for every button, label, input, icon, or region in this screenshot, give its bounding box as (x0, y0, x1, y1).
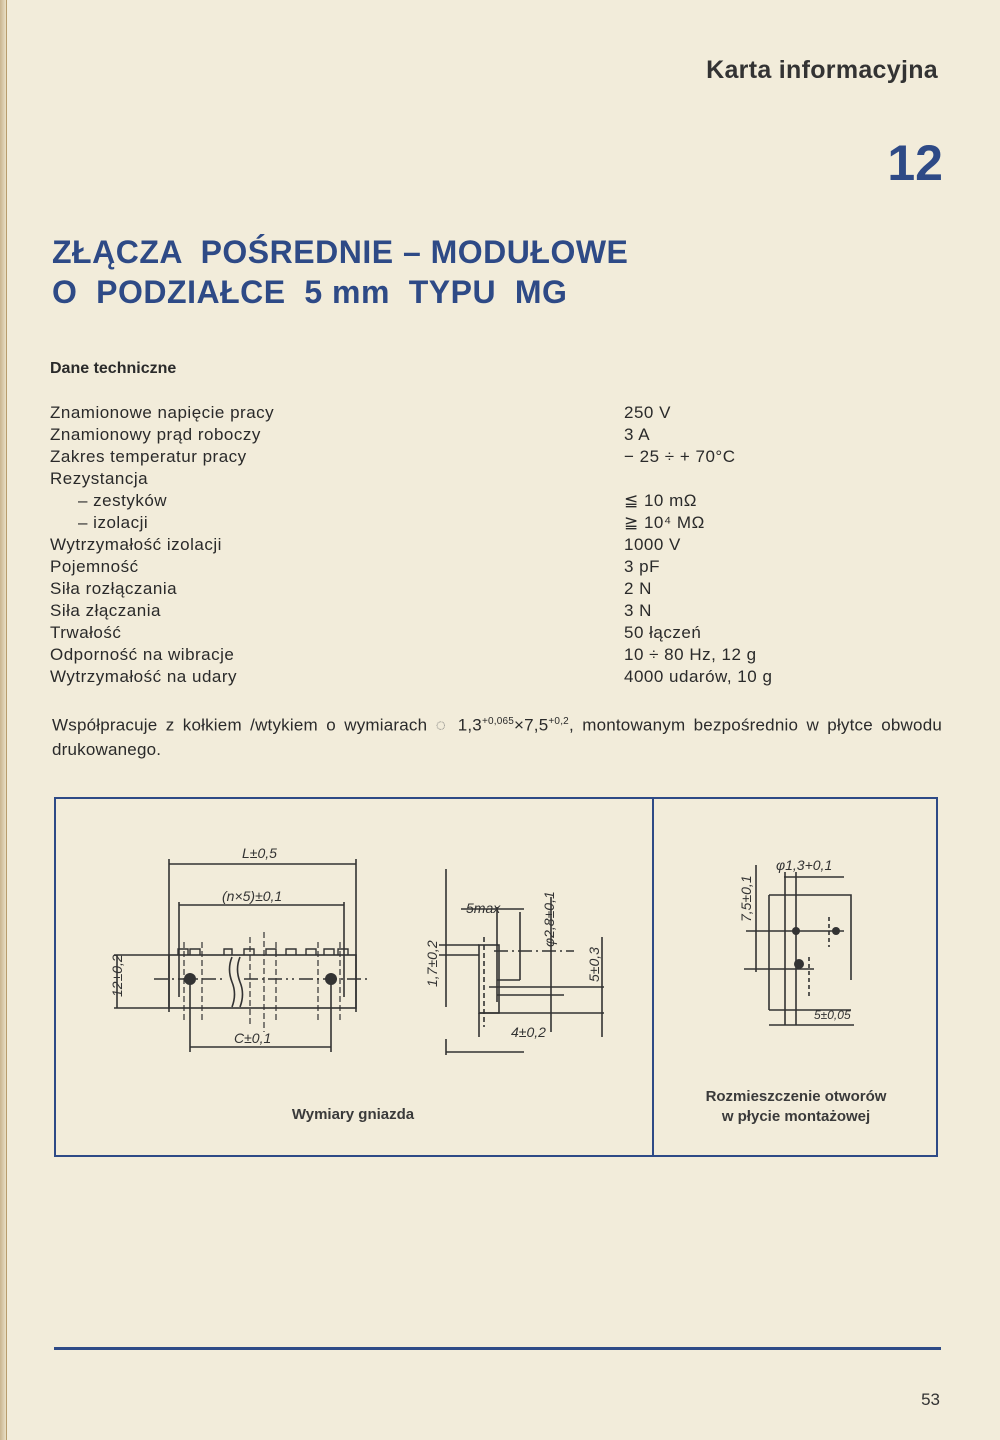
note-text-before: Współpracuje z kołkiem /wtykiem o wymiarach (52, 715, 436, 735)
spec-label: Zakres temperatur pracy (50, 447, 247, 466)
spec-value: ≦ 10 mΩ (624, 491, 697, 510)
figure-caption-holes (654, 1087, 938, 1127)
card-number: 12 (887, 135, 943, 191)
compatibility-note (52, 710, 942, 762)
spec-row (50, 622, 810, 644)
section-heading: Dane techniczne (50, 360, 177, 377)
dim-hole-dia: φ1,3+0,1 (776, 857, 833, 873)
spec-row (50, 534, 810, 556)
note-dim-1: 1,3 (457, 715, 482, 735)
figure-caption-socket: Wymiary gniazda (291, 1106, 415, 1123)
spec-label: Znamionowe napięcie pracy (50, 403, 275, 422)
page-title (52, 232, 628, 312)
spec-row (50, 600, 810, 622)
dim-five-max: 5max (466, 900, 501, 916)
spec-label: Wytrzymałość na udary (50, 667, 238, 686)
dim-four-02: 4±0,2 (511, 1024, 546, 1040)
spec-value: 2 N (624, 579, 652, 598)
spec-label: – izolacji (78, 513, 149, 532)
spec-value: 3 pF (624, 557, 661, 576)
spec-row (50, 446, 810, 468)
note-dim-2: 7,5 (524, 715, 549, 735)
dim-v-75: 7,5±0,1 (738, 875, 754, 922)
hole-layout-view (744, 865, 854, 1025)
pin-symbol-icon: ◌ (435, 715, 450, 735)
spec-value: 3 A (624, 425, 651, 444)
spec-label: Wytrzymałość izolacji (50, 535, 222, 554)
note-tol-1: +0,065 (481, 716, 515, 727)
mounting-hole-icon (184, 973, 196, 985)
spec-row (50, 402, 810, 424)
hole-marker-icon (792, 927, 800, 935)
spec-row (50, 424, 810, 446)
spec-value: 4000 udarów, 10 g (624, 667, 773, 686)
note-tol-2: +0,2 (548, 716, 569, 727)
dim-dia-28: φ2,8±0,1 (541, 891, 557, 947)
spec-value: 250 V (624, 403, 671, 422)
spec-row (50, 512, 810, 534)
spec-label: Pojemność (50, 557, 139, 576)
dim-pitch-span: (n×5)±0,1 (222, 888, 283, 904)
spec-row (50, 468, 810, 490)
page-binding-edge (0, 0, 7, 1440)
dim-c: C±0,1 (234, 1030, 272, 1046)
dim-five-005: 5±0,05 (814, 1008, 851, 1022)
header-label: Karta informacyjna (706, 56, 938, 84)
spec-value: 1000 V (624, 535, 681, 554)
spec-label: Rezystancja (50, 469, 149, 488)
note-text-after: , montowanym bezpośrednio w płytce obwodu drukowanego. (52, 715, 942, 759)
spec-row (50, 556, 810, 578)
note-times: × (514, 715, 525, 735)
spec-label: – zestyków (78, 491, 168, 510)
spec-table (50, 402, 810, 688)
spec-row (50, 490, 810, 512)
spec-label: Odporność na wibracje (50, 645, 235, 664)
spec-label: Siła rozłączania (50, 579, 178, 598)
caption-line-2: w płycie montażowej (721, 1108, 871, 1125)
spec-row (50, 666, 810, 688)
dim-length: L±0,5 (242, 845, 277, 861)
spec-row (50, 644, 810, 666)
hole-marker-icon (832, 927, 840, 935)
spec-label: Trwałość (50, 623, 122, 642)
dim-height: 12±0,2 (109, 954, 125, 997)
spec-value: ≧ 10⁴ MΩ (624, 513, 705, 532)
dim-h-17: 1,7±0,2 (424, 940, 440, 987)
spec-row (50, 578, 810, 600)
spec-label: Znamionowy prąd roboczy (50, 425, 261, 444)
spec-label: Siła złączania (50, 601, 161, 620)
caption-line-1: Rozmieszczenie otworów (705, 1088, 887, 1105)
spec-value: 10 ÷ 80 Hz, 12 g (624, 645, 757, 664)
page-number: 53 (921, 1390, 940, 1409)
spec-value: 50 łączeń (624, 623, 702, 642)
footer-rule (54, 1347, 941, 1350)
title-line-1: ZŁĄCZA POŚREDNIE – MODUŁOWE (52, 234, 629, 270)
title-line-2: O PODZIAŁCE 5 mm TYPU MG (52, 274, 568, 310)
dim-five-03: 5±0,3 (586, 947, 602, 982)
spec-value: 3 N (624, 601, 652, 620)
hole-marker-icon (794, 959, 804, 969)
mounting-hole-icon (325, 973, 337, 985)
spec-value: − 25 ÷ + 70°C (624, 447, 736, 466)
